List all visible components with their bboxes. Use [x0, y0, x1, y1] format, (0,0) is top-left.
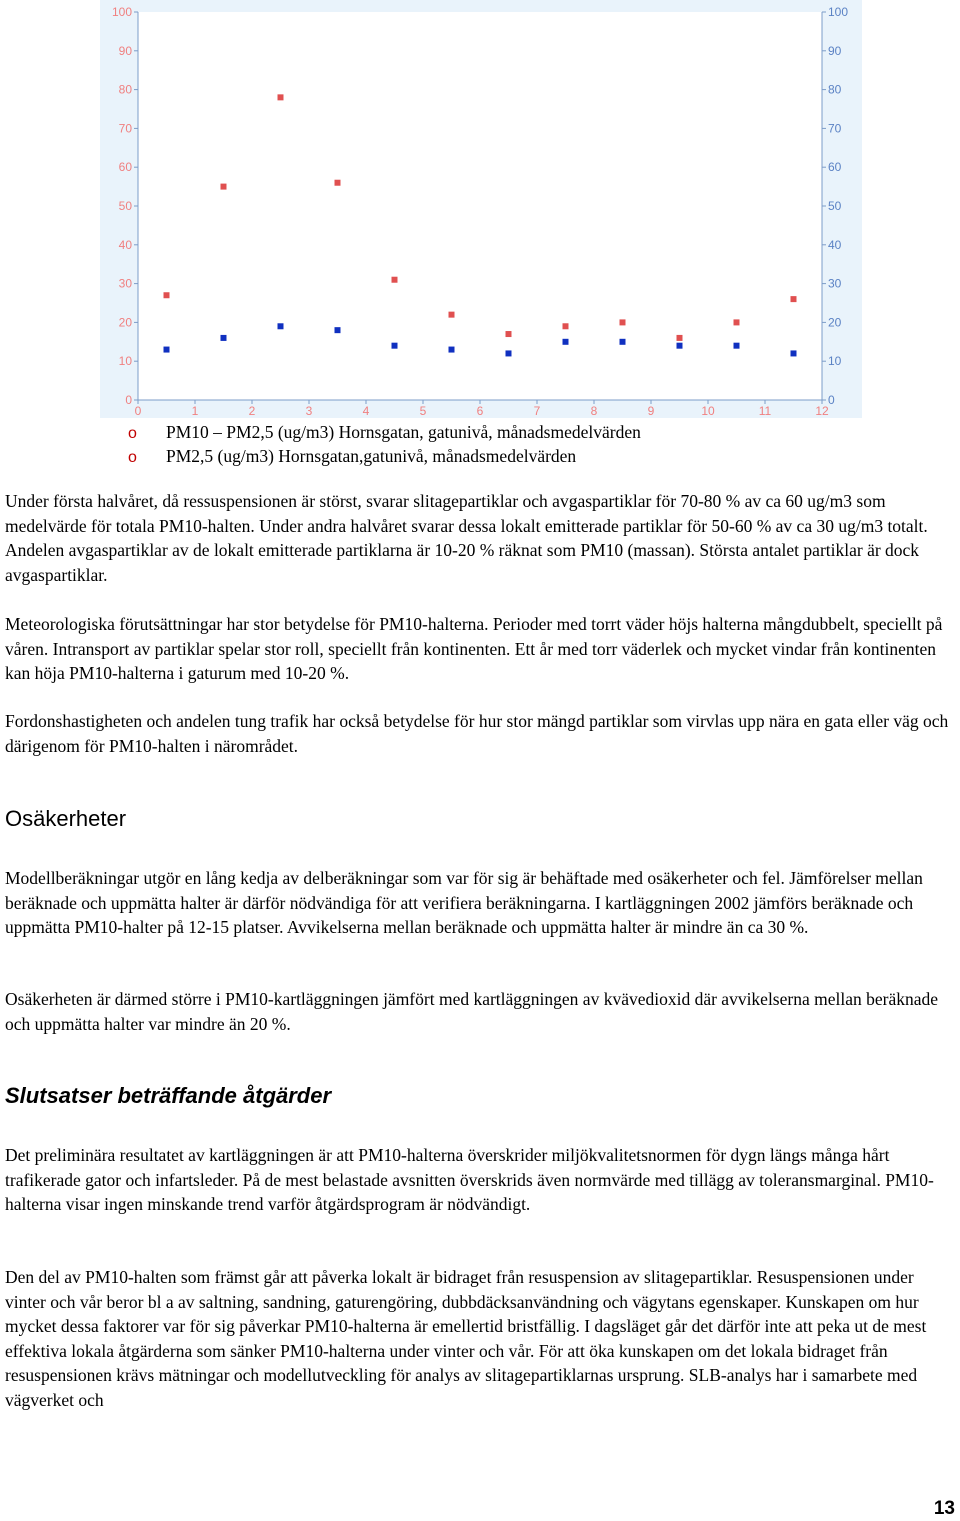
page-number: 13 — [933, 1498, 955, 1519]
paragraph-text: Modellberäkningar utgör en lång kedja av delberäkningar som var för sig är behäftade med osäkerheter och fel. Jämförelser mellan beräknade och uppmätta halter är därför nödvändiga för att verifiera beräkningarna. I kartläggningen 2002 jämförs beräknade och uppmätta PM10-halter på 12-15 platser. Avvikelserna mellan beräknade och uppmätta halter är mindre än ca 30 %. — [5, 868, 923, 937]
paragraph-text: Fordonshastigheten och andelen tung trafik har också betydelse för hur stor mängd partiklar som virvlas upp nära en gata eller väg och därigenom för PM10-halten i närområdet. — [5, 711, 949, 756]
paragraph-text: Meteorologiska förutsättningar har stor betydelse för PM10-halterna. Perioder med torrt väder höjs halterna mångdubbelt, speciellt på våren. Intransport av partiklar spelar stor roll, speciellt från kontinenten. Ett år med torr väderlek och mycket vindar från kontinenten kan höja PM10-halterna i gaturum med 10-20 %. — [5, 614, 943, 683]
paragraph-contribution — [5, 489, 953, 587]
data-point-pm25 — [791, 350, 797, 356]
chart-legend — [128, 421, 641, 469]
x-tick-label: 10 — [701, 404, 715, 418]
data-point-pm10-minus-pm25 — [278, 94, 284, 100]
x-tick-label: 6 — [476, 404, 484, 418]
data-point-pm25 — [278, 323, 284, 329]
x-tick-label: 8 — [590, 404, 598, 418]
paragraph-vehicle-speed — [5, 709, 953, 758]
y-tick-label-right: 100 — [828, 5, 849, 19]
legend-item-pm10-minus-pm25 — [128, 421, 641, 445]
data-point-pm10-minus-pm25 — [506, 331, 512, 337]
y-tick-label-right: 20 — [828, 315, 842, 330]
data-point-pm25 — [563, 339, 569, 345]
data-point-pm10-minus-pm25 — [791, 296, 797, 302]
data-point-pm25 — [392, 343, 398, 349]
paragraph-text: Det preliminära resultatet av kartläggningen är att PM10-halterna överskrider miljökvalitetsnormen för dygn längs många hårt trafikerade gator och infartsleder. På de mest belastade avsnitten överskrids även normvärde med tillägg av toleransmarginal. PM10-halterna visar ingen minskande trend varför åtgärdsprogram är nödvändigt. — [5, 1145, 934, 1214]
data-point-pm10-minus-pm25 — [164, 292, 170, 298]
data-point-pm25 — [335, 327, 341, 333]
y-tick-label-left: 70 — [118, 121, 132, 136]
y-tick-label-right: 40 — [828, 237, 842, 252]
y-tick-label-right: 10 — [828, 354, 842, 369]
heading-conclusions: Slutsatser beträffande åtgärder — [5, 1083, 332, 1108]
data-point-pm25 — [164, 347, 170, 353]
y-tick-label-right: 60 — [828, 160, 842, 175]
data-point-pm10-minus-pm25 — [392, 277, 398, 283]
data-point-pm25 — [734, 343, 740, 349]
paragraph-model-calculations — [5, 866, 953, 940]
x-tick-label: 5 — [419, 404, 427, 418]
paragraph-preliminary-result — [5, 1143, 953, 1217]
y-tick-label-left: 40 — [118, 237, 132, 252]
x-tick-label: 9 — [647, 404, 655, 418]
y-tick-label-left: 80 — [118, 82, 132, 97]
x-tick-label: 0 — [134, 404, 142, 418]
data-point-pm10-minus-pm25 — [677, 335, 683, 341]
legend-label: PM10 – PM2,5 (ug/m3) Hornsgatan, gatunivå, månadsmedelvärden — [166, 422, 641, 442]
paragraph-resuspension — [5, 1265, 953, 1412]
x-tick-label: 7 — [533, 404, 541, 418]
monthly-scatter-chart — [100, 0, 862, 418]
x-tick-label: 2 — [248, 404, 256, 418]
data-point-pm25 — [677, 343, 683, 349]
y-tick-label-left: 0 — [125, 393, 132, 407]
legend-item-pm25 — [128, 445, 641, 469]
paragraph-text: Den del av PM10-halten som främst går att påverka lokalt är bidraget från resuspension av slitagepartiklar. Resuspensionen under vinter och vår beror bl a av saltning, sandning, gaturengöring, dubbdäcksanvändning och vägytans egenskaper. Kunskapen om hur mycket dessa faktorer var för sig påverkar PM10-halterna är emellertid bristfällig. I dagsläget går det därför inte att peka ut de mest effektiva lokala åtgärderna som sänker PM10-halterna under vinter och vår. För att öka kunskapen om det lokala bidraget från resuspensionen krävs mätningar och modellutveckling för analys av slitagepartiklarnas ursprung. SLB-analys har i samarbete med vägverket och — [5, 1267, 927, 1410]
data-point-pm10-minus-pm25 — [563, 323, 569, 329]
data-point-pm25 — [506, 350, 512, 356]
legend-label: PM2,5 (ug/m3) Hornsgatan,gatunivå, månadsmedelvärden — [166, 446, 577, 466]
legend-marker: o — [128, 425, 137, 442]
plot-area — [138, 12, 822, 400]
data-point-pm10-minus-pm25 — [221, 184, 227, 190]
y-tick-label-right: 50 — [828, 199, 842, 213]
y-tick-label-right: 80 — [828, 82, 842, 97]
y-tick-label-right: 0 — [828, 393, 835, 407]
y-tick-label-left: 60 — [118, 160, 132, 175]
x-tick-label: 11 — [758, 404, 772, 418]
y-tick-label-left: 20 — [118, 315, 132, 330]
y-tick-label-right: 90 — [828, 43, 842, 58]
paragraph-meteorology — [5, 612, 953, 686]
y-tick-label-left: 90 — [118, 43, 132, 58]
y-tick-label-left: 100 — [111, 5, 132, 19]
paragraph-text: Osäkerheten är därmed större i PM10-kartläggningen jämfört med kartläggningen av kvävedioxid där avvikelserna mellan beräknade och uppmätta halter var mindre än 20 %. — [5, 989, 938, 1034]
data-point-pm25 — [449, 347, 455, 353]
data-point-pm25 — [221, 335, 227, 341]
y-tick-label-left: 10 — [118, 354, 132, 369]
paragraph-uncertainty-comparison — [5, 987, 953, 1036]
paragraph-text: Under första halvåret, då ressuspensionen är störst, svarar slitagepartiklar och avgaspartiklar för 70-80 % av ca 60 ug/m3 som medelvärde för totala PM10-halten. Under andra halvåret svarar dessa lokalt emitterade partiklar för 50-60 % av ca 30 ug/m3 totalt. Andelen avgaspartiklar av de lokalt emitterade partiklarna är 10-20 % räknat som PM10 (massan). Största antalet partiklar är dock avgaspartiklar. — [5, 491, 928, 585]
y-tick-label-left: 30 — [118, 276, 132, 291]
data-point-pm10-minus-pm25 — [335, 180, 341, 186]
y-tick-label-left: 50 — [118, 199, 132, 213]
data-point-pm25 — [620, 339, 626, 345]
x-tick-label: 4 — [362, 404, 370, 418]
legend-marker: o — [128, 449, 137, 466]
heading-uncertainties: Osäkerheter — [5, 806, 127, 831]
x-tick-label: 3 — [305, 404, 313, 418]
data-point-pm10-minus-pm25 — [449, 312, 455, 318]
data-point-pm10-minus-pm25 — [620, 319, 626, 325]
x-tick-label: 12 — [815, 404, 829, 418]
x-tick-label: 1 — [191, 404, 199, 418]
y-tick-label-right: 30 — [828, 276, 842, 291]
y-tick-label-right: 70 — [828, 121, 842, 136]
data-point-pm10-minus-pm25 — [734, 319, 740, 325]
